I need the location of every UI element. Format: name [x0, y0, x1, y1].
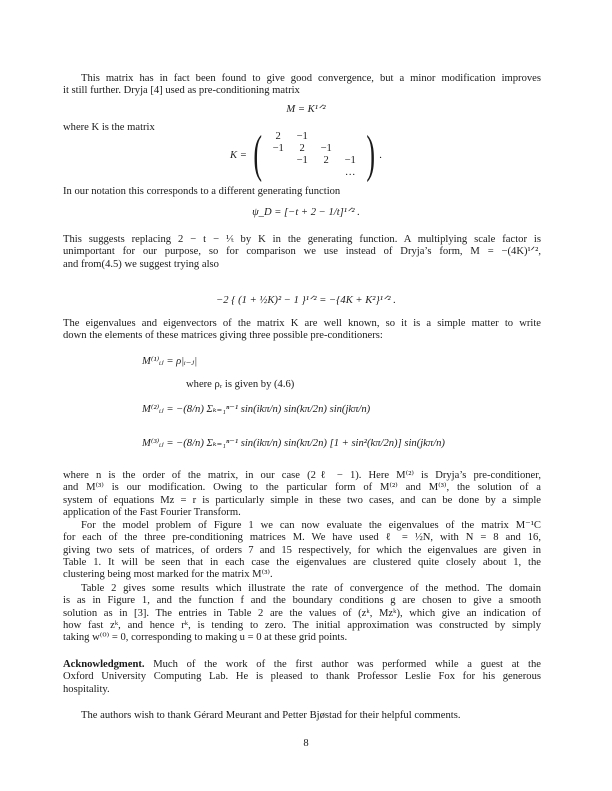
- text-where-k: where K is the matrix: [63, 122, 155, 133]
- matrix-cell: −1: [272, 143, 284, 154]
- text-line: and M⁽³⁾ is our modification. Owing to the particular form of M⁽²⁾ and M⁽³⁾, the solution of a: [63, 482, 541, 494]
- matrix-cell: [338, 143, 362, 155]
- text-line: solution as in [3]. The entries in Table 2 are the values of (zᵏ, Mzᵏ), which give an indication of: [63, 607, 541, 619]
- matrix-cell: −1: [344, 155, 356, 166]
- text-line: giving two sets of matrices, of orders 7 and 15 respectively, for which the eigenvalues are given in: [63, 544, 541, 556]
- text-line: Oxford University Computing Lab. He is pleased to thank Professor Leslie Fox for his generous: [63, 671, 541, 683]
- matrix-cell: [338, 131, 362, 143]
- text-line: This matrix has in fact been found to give good convergence, but a minor modification improves: [81, 73, 541, 84]
- text-line: taking w⁽⁰⁾ = 0, corresponding to making u = 0 at these grid points.: [63, 632, 348, 644]
- matrix-cell: [314, 167, 338, 179]
- matrix-cell: 2: [323, 155, 329, 166]
- text-line: This suggests replacing 2 − t − ¹⁄ₜ by K in the generating function. A multiplying scale factor is: [63, 234, 541, 245]
- equation-modified: −2 { (1 + ½K)² − 1 }¹ᐟ² = −{4K + K²}¹ᐟ² .: [216, 295, 396, 306]
- equation-m3: M⁽³⁾ᵢⱼ = −(8/n) Σₖ₌₁ⁿ⁻¹ sin(ikπ/n) sin(kπ/2n) [1 + sin²(kπ/2n)] sin(jkπ/n): [142, 438, 445, 449]
- matrix-cell: [314, 131, 338, 143]
- matrix-cell: −1: [320, 143, 332, 154]
- text-line: it still further. Dryja [4] used as pre-conditioning matrix: [63, 85, 300, 97]
- paragraph-model-problem: [63, 520, 541, 581]
- matrix-trail: .: [379, 149, 383, 161]
- text-line: clustering being most marked for the matrix M⁽³⁾.: [63, 569, 273, 581]
- text-line: hospitality.: [63, 683, 110, 695]
- equation-m2: M⁽²⁾ᵢⱼ = −(8/n) Σₖ₌₁ⁿ⁻¹ sin(ikπ/n) sin(kπ/2n) sin(jkπ/n): [142, 404, 371, 415]
- text-line: is as in Figure 1, and the function f and the boundary conditions g are chosen to give a smooth: [63, 595, 541, 607]
- equation-m-sqrt-k: M = K¹ᐟ²: [286, 104, 326, 115]
- left-paren: (: [253, 126, 262, 183]
- text-line: where n is the order of the matrix, in our case (2ℓ − 1). Here M⁽²⁾ is Dryja’s pre-conditioner,: [63, 470, 541, 481]
- matrix-cell: −1: [296, 155, 308, 166]
- text-line: For the model problem of Figure 1 we can now evaluate the eigenvalues of the matrix M⁻¹C: [81, 520, 541, 531]
- text-notation: In our notation this corresponds to a different generating function: [63, 186, 341, 197]
- matrix-lhs: K =: [230, 149, 247, 161]
- text-line: and from(4.5) we suggest trying also: [63, 258, 219, 270]
- right-paren: ): [366, 126, 376, 183]
- equation-m1: M⁽¹⁾ᵢⱼ = ρ|ᵢ₋ⱼ|: [142, 356, 198, 367]
- text-line: Much of the work of the first author was performed while a guest at the: [153, 659, 541, 670]
- matrix-cell: [266, 167, 290, 179]
- text-thanks: The authors wish to thank Gérard Meurant and Petter Bjøstad for their helpful comments.: [81, 710, 461, 721]
- matrix-k: [230, 126, 383, 183]
- paragraph-suggests: [63, 234, 541, 271]
- paragraph-order: [63, 470, 541, 519]
- matrix-cell: [290, 167, 314, 179]
- text-line: application of the Fast Fourier Transform.: [63, 506, 241, 518]
- matrix-grid: [266, 131, 362, 179]
- acknowledgment: [63, 659, 541, 696]
- text-line: The eigenvalues and eigenvectors of the matrix K are well known, so it is a simple matter to write: [63, 318, 541, 329]
- matrix-cell: 2: [299, 143, 305, 154]
- paragraph-intro: [63, 73, 541, 98]
- paragraph-table2: [63, 583, 541, 644]
- paragraph-eigenvalues: [63, 318, 541, 343]
- matrix-cell: 2: [275, 131, 281, 142]
- ack-heading: Acknowledgment.: [63, 659, 145, 670]
- text-where-rho: where ρᵣ is given by (4.6): [186, 379, 295, 390]
- text-line: down the elements of these matrices giving three possible pre-conditioners:: [63, 330, 383, 342]
- matrix-cell: …: [344, 167, 356, 178]
- matrix-cell: [266, 155, 290, 167]
- text-line: system of equations Mz = r is particularly simple in these two cases, and can be done by a simple: [63, 494, 541, 506]
- text-line: for each of the three pre-conditioning matrices M. We have used ℓ = ½N, with N = 8 and 16,: [63, 532, 541, 544]
- text-line: how fast zᵏ, and hence rᵏ, is tending to zero. The initial approximation was constructed by simply: [63, 619, 541, 631]
- page-number: 8: [303, 738, 309, 749]
- equation-psi-d: ψ_D = [−t + 2 − 1/t]¹ᐟ² .: [252, 207, 360, 218]
- text-line: Table 2 gives some results which illustrate the rate of convergence of the method. The domain: [81, 583, 541, 594]
- text-line: Table 1. It will be seen that in each case the eigenvalues are clustered quite closely about 1, the: [63, 556, 541, 568]
- text-line: unimportant for our purpose, so for comparison we use instead of Dryja’s form, M = −(4K)¹ᐟ²,: [63, 246, 541, 258]
- matrix-cell: −1: [296, 131, 308, 142]
